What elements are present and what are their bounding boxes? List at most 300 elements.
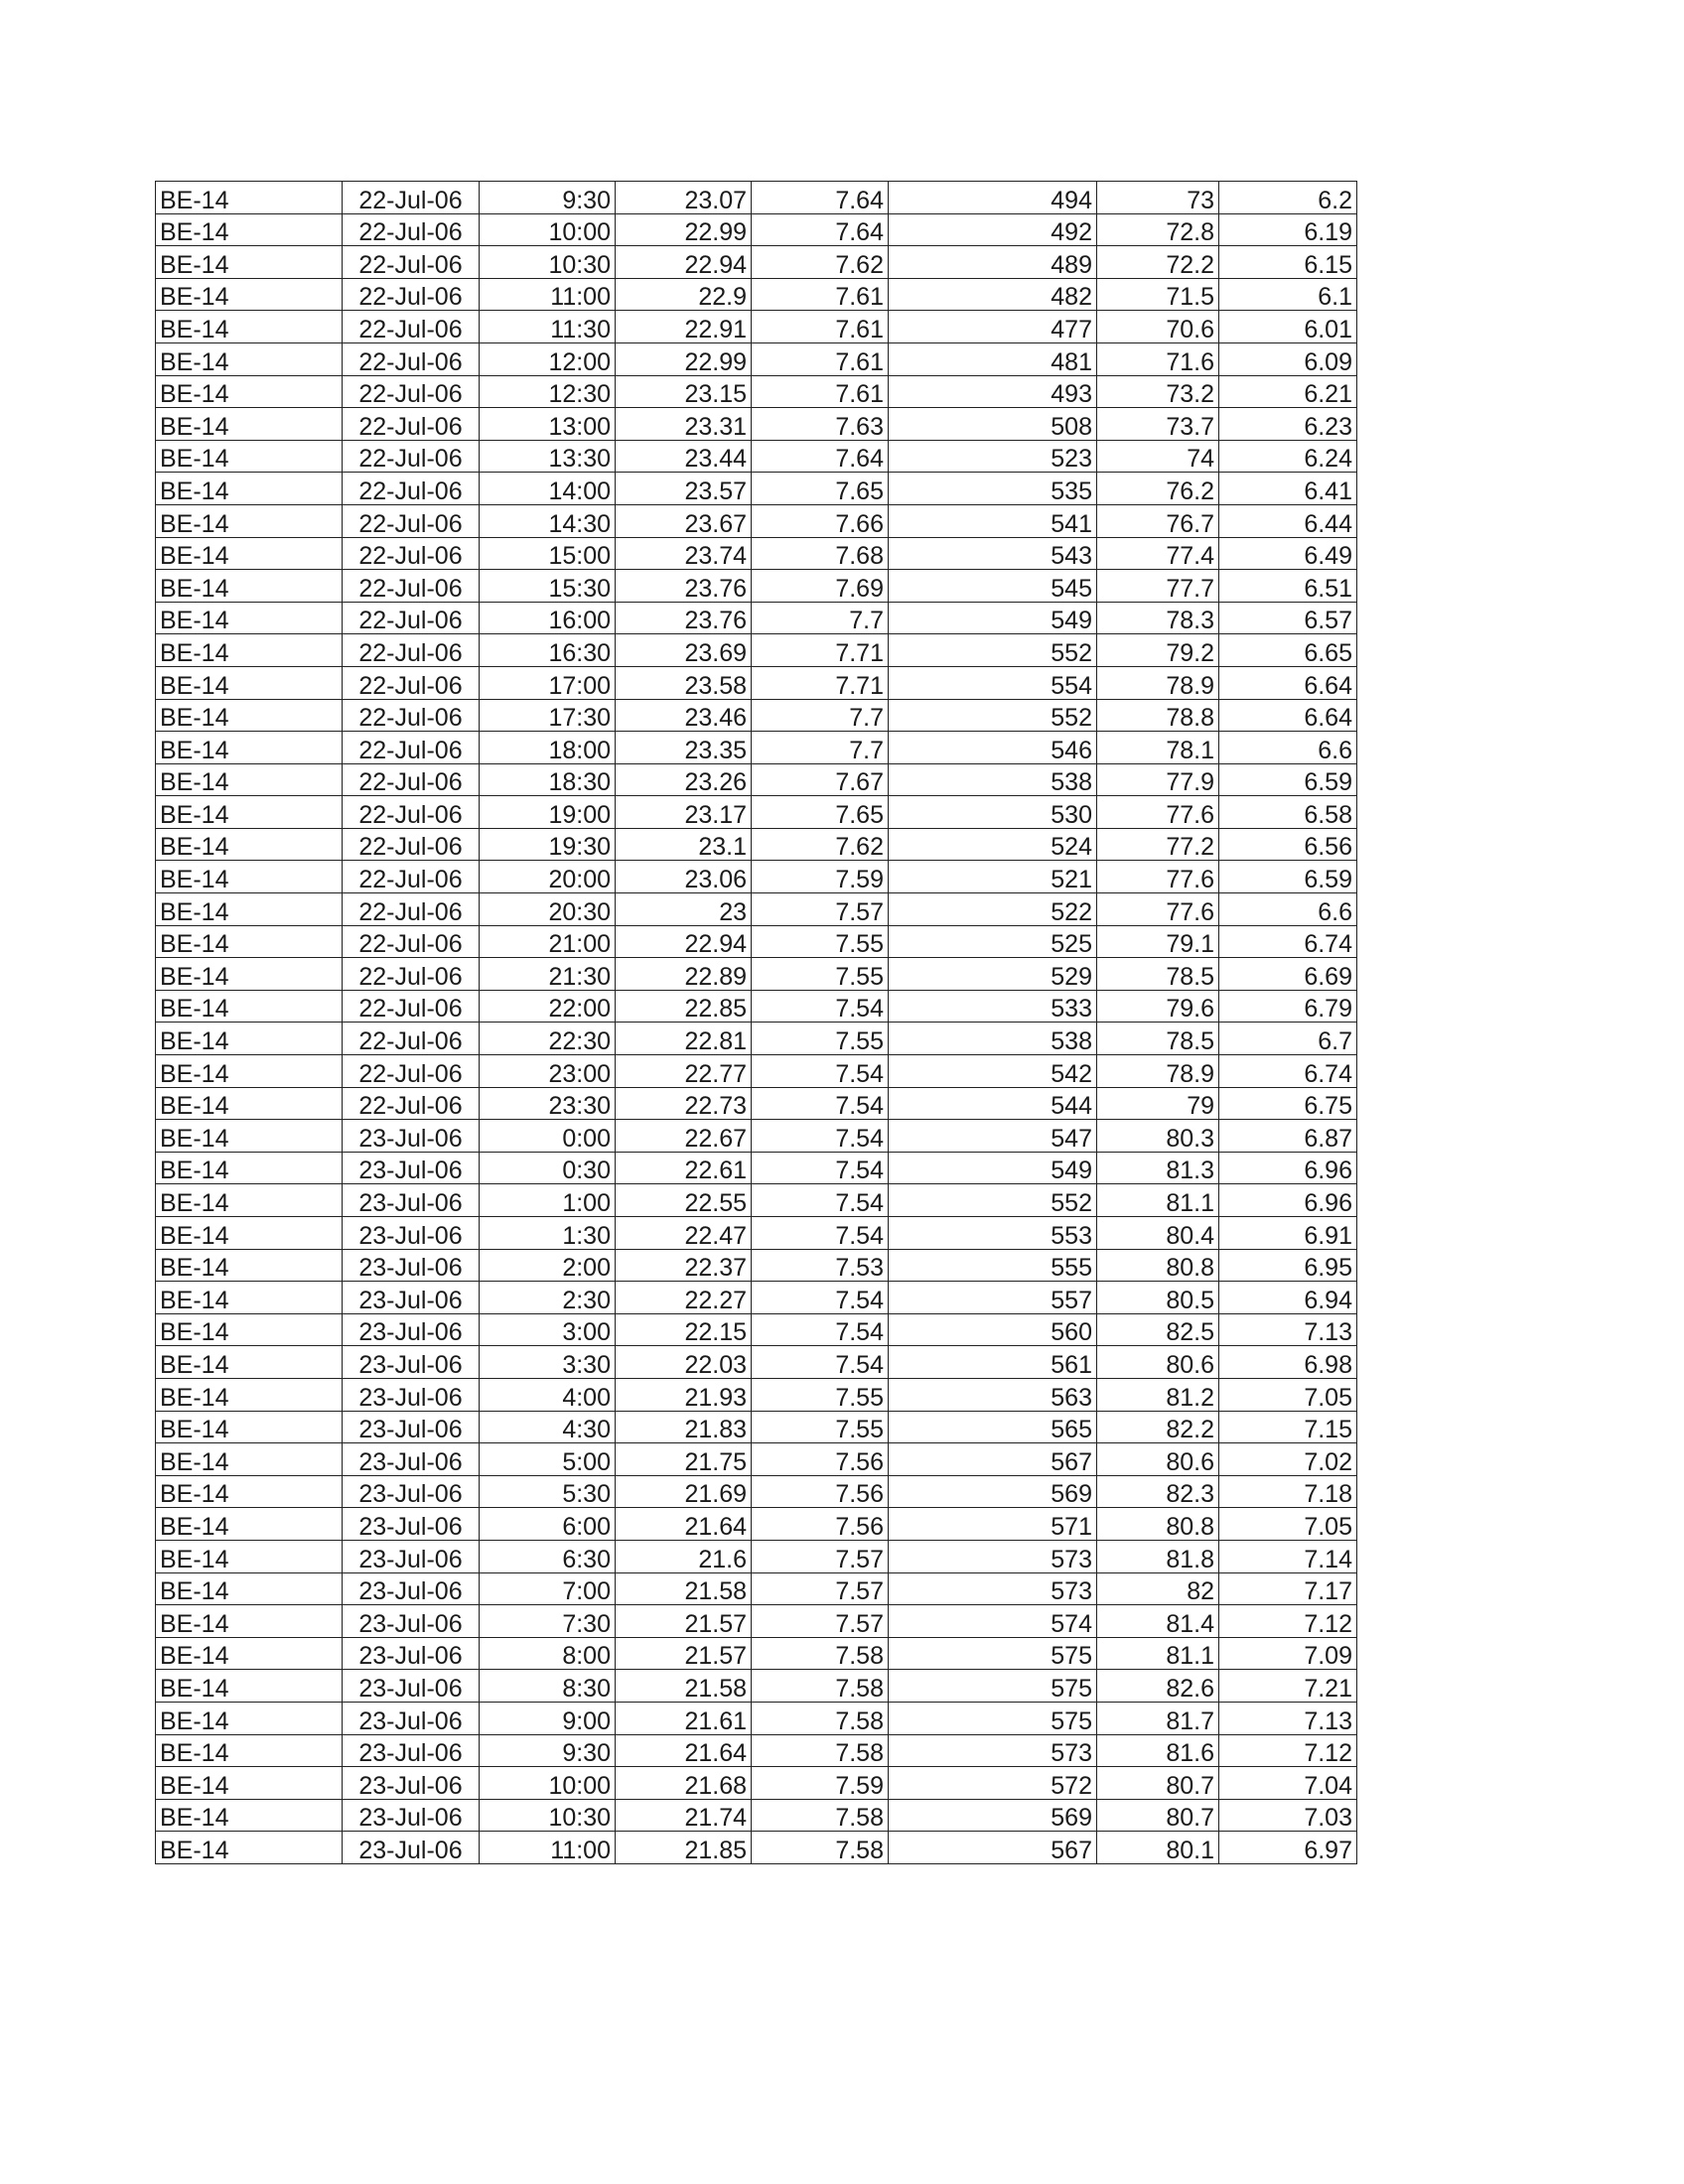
- date-cell: 22-Jul-06: [343, 666, 480, 699]
- time-cell: 0:30: [480, 1152, 616, 1184]
- date-cell: 22-Jul-06: [343, 699, 480, 732]
- time-cell: 10:30: [480, 1799, 616, 1832]
- value-5-cell: 6.15: [1219, 246, 1357, 279]
- value-4-cell: 77.6: [1097, 861, 1219, 893]
- data-table: [155, 181, 1357, 1864]
- value-3-cell: 535: [889, 473, 1097, 505]
- value-4-cell: 71.6: [1097, 342, 1219, 375]
- value-5-cell: 6.01: [1219, 311, 1357, 343]
- table-row: [156, 440, 1357, 473]
- date-cell: 22-Jul-06: [343, 311, 480, 343]
- time-cell: 23:30: [480, 1087, 616, 1120]
- time-cell: 5:00: [480, 1443, 616, 1476]
- value-5-cell: 7.21: [1219, 1670, 1357, 1703]
- time-cell: 8:30: [480, 1670, 616, 1703]
- value-3-cell: 522: [889, 893, 1097, 926]
- table-row: [156, 182, 1357, 214]
- date-cell: 23-Jul-06: [343, 1184, 480, 1217]
- value-3-cell: 547: [889, 1120, 1097, 1153]
- site-id-cell: BE-14: [156, 1313, 343, 1346]
- table-row: [156, 1184, 1357, 1217]
- value-2-cell: 7.54: [752, 1120, 889, 1153]
- value-2-cell: 7.53: [752, 1249, 889, 1282]
- table-row: [156, 213, 1357, 246]
- value-1-cell: 23.58: [616, 666, 752, 699]
- value-4-cell: 81.6: [1097, 1734, 1219, 1767]
- time-cell: 1:00: [480, 1184, 616, 1217]
- value-3-cell: 530: [889, 796, 1097, 829]
- value-1-cell: 21.85: [616, 1832, 752, 1864]
- table-row: [156, 1249, 1357, 1282]
- value-4-cell: 72.2: [1097, 246, 1219, 279]
- value-3-cell: 545: [889, 570, 1097, 603]
- value-4-cell: 81.2: [1097, 1378, 1219, 1411]
- site-id-cell: BE-14: [156, 634, 343, 667]
- date-cell: 22-Jul-06: [343, 1055, 480, 1088]
- value-3-cell: 549: [889, 602, 1097, 634]
- value-1-cell: 23.17: [616, 796, 752, 829]
- time-cell: 15:30: [480, 570, 616, 603]
- time-cell: 0:00: [480, 1120, 616, 1153]
- value-1-cell: 23.44: [616, 440, 752, 473]
- site-id-cell: BE-14: [156, 1540, 343, 1572]
- value-5-cell: 6.41: [1219, 473, 1357, 505]
- date-cell: 23-Jul-06: [343, 1702, 480, 1734]
- date-cell: 23-Jul-06: [343, 1120, 480, 1153]
- value-5-cell: 6.21: [1219, 375, 1357, 408]
- time-cell: 7:00: [480, 1572, 616, 1605]
- table-row: [156, 1217, 1357, 1250]
- value-4-cell: 78.5: [1097, 958, 1219, 991]
- value-5-cell: 6.51: [1219, 570, 1357, 603]
- value-3-cell: 553: [889, 1217, 1097, 1250]
- value-2-cell: 7.64: [752, 440, 889, 473]
- time-cell: 3:30: [480, 1346, 616, 1379]
- value-4-cell: 80.7: [1097, 1767, 1219, 1800]
- value-4-cell: 78.9: [1097, 666, 1219, 699]
- value-2-cell: 7.58: [752, 1670, 889, 1703]
- time-cell: 12:30: [480, 375, 616, 408]
- date-cell: 22-Jul-06: [343, 213, 480, 246]
- date-cell: 23-Jul-06: [343, 1378, 480, 1411]
- value-3-cell: 563: [889, 1378, 1097, 1411]
- value-5-cell: 7.14: [1219, 1540, 1357, 1572]
- value-4-cell: 79.1: [1097, 925, 1219, 958]
- value-3-cell: 552: [889, 1184, 1097, 1217]
- value-4-cell: 82: [1097, 1572, 1219, 1605]
- value-5-cell: 7.04: [1219, 1767, 1357, 1800]
- date-cell: 22-Jul-06: [343, 440, 480, 473]
- value-4-cell: 74: [1097, 440, 1219, 473]
- value-2-cell: 7.65: [752, 473, 889, 505]
- table-row: [156, 699, 1357, 732]
- date-cell: 23-Jul-06: [343, 1313, 480, 1346]
- value-4-cell: 76.7: [1097, 504, 1219, 537]
- value-5-cell: 6.59: [1219, 763, 1357, 796]
- value-4-cell: 78.5: [1097, 1023, 1219, 1055]
- value-1-cell: 22.55: [616, 1184, 752, 1217]
- value-5-cell: 7.13: [1219, 1313, 1357, 1346]
- date-cell: 22-Jul-06: [343, 1087, 480, 1120]
- value-4-cell: 78.9: [1097, 1055, 1219, 1088]
- time-cell: 11:30: [480, 311, 616, 343]
- value-5-cell: 7.03: [1219, 1799, 1357, 1832]
- value-1-cell: 21.58: [616, 1572, 752, 1605]
- table-row: [156, 861, 1357, 893]
- site-id-cell: BE-14: [156, 990, 343, 1023]
- value-2-cell: 7.54: [752, 1217, 889, 1250]
- value-3-cell: 573: [889, 1734, 1097, 1767]
- time-cell: 18:00: [480, 732, 616, 764]
- date-cell: 22-Jul-06: [343, 375, 480, 408]
- value-1-cell: 22.73: [616, 1087, 752, 1120]
- value-2-cell: 7.56: [752, 1508, 889, 1541]
- value-1-cell: 23.31: [616, 408, 752, 441]
- value-4-cell: 79.6: [1097, 990, 1219, 1023]
- value-2-cell: 7.58: [752, 1702, 889, 1734]
- time-cell: 17:00: [480, 666, 616, 699]
- date-cell: 22-Jul-06: [343, 504, 480, 537]
- value-3-cell: 489: [889, 246, 1097, 279]
- site-id-cell: BE-14: [156, 1217, 343, 1250]
- value-2-cell: 7.55: [752, 1411, 889, 1443]
- value-1-cell: 22.99: [616, 342, 752, 375]
- value-5-cell: 7.12: [1219, 1605, 1357, 1638]
- site-id-cell: BE-14: [156, 408, 343, 441]
- value-2-cell: 7.54: [752, 1055, 889, 1088]
- value-2-cell: 7.55: [752, 1023, 889, 1055]
- value-5-cell: 6.64: [1219, 699, 1357, 732]
- value-2-cell: 7.55: [752, 958, 889, 991]
- site-id-cell: BE-14: [156, 925, 343, 958]
- value-3-cell: 555: [889, 1249, 1097, 1282]
- value-4-cell: 73.2: [1097, 375, 1219, 408]
- value-2-cell: 7.57: [752, 893, 889, 926]
- value-5-cell: 6.95: [1219, 1249, 1357, 1282]
- site-id-cell: BE-14: [156, 537, 343, 570]
- value-5-cell: 6.49: [1219, 537, 1357, 570]
- value-2-cell: 7.61: [752, 311, 889, 343]
- date-cell: 23-Jul-06: [343, 1637, 480, 1670]
- table-row: [156, 1767, 1357, 1800]
- site-id-cell: BE-14: [156, 958, 343, 991]
- date-cell: 23-Jul-06: [343, 1152, 480, 1184]
- value-1-cell: 23.76: [616, 602, 752, 634]
- table-row: [156, 375, 1357, 408]
- time-cell: 10:30: [480, 246, 616, 279]
- date-cell: 22-Jul-06: [343, 537, 480, 570]
- value-3-cell: 575: [889, 1670, 1097, 1703]
- value-5-cell: 6.56: [1219, 828, 1357, 861]
- site-id-cell: BE-14: [156, 1443, 343, 1476]
- value-1-cell: 21.61: [616, 1702, 752, 1734]
- site-id-cell: BE-14: [156, 1637, 343, 1670]
- date-cell: 22-Jul-06: [343, 342, 480, 375]
- table-row: [156, 958, 1357, 991]
- time-cell: 11:00: [480, 278, 616, 311]
- value-5-cell: 6.96: [1219, 1184, 1357, 1217]
- value-3-cell: 567: [889, 1443, 1097, 1476]
- date-cell: 22-Jul-06: [343, 893, 480, 926]
- date-cell: 23-Jul-06: [343, 1605, 480, 1638]
- value-5-cell: 7.17: [1219, 1572, 1357, 1605]
- value-5-cell: 6.91: [1219, 1217, 1357, 1250]
- table-body: [156, 182, 1357, 1864]
- site-id-cell: BE-14: [156, 1799, 343, 1832]
- site-id-cell: BE-14: [156, 342, 343, 375]
- value-5-cell: 7.05: [1219, 1508, 1357, 1541]
- value-5-cell: 6.74: [1219, 1055, 1357, 1088]
- value-1-cell: 23.67: [616, 504, 752, 537]
- table-row: [156, 893, 1357, 926]
- value-5-cell: 6.44: [1219, 504, 1357, 537]
- time-cell: 19:30: [480, 828, 616, 861]
- site-id-cell: BE-14: [156, 699, 343, 732]
- time-cell: 23:00: [480, 1055, 616, 1088]
- value-4-cell: 80.8: [1097, 1249, 1219, 1282]
- table-row: [156, 1508, 1357, 1541]
- value-3-cell: 481: [889, 342, 1097, 375]
- value-5-cell: 6.64: [1219, 666, 1357, 699]
- value-5-cell: 6.79: [1219, 990, 1357, 1023]
- value-3-cell: 544: [889, 1087, 1097, 1120]
- time-cell: 13:30: [480, 440, 616, 473]
- site-id-cell: BE-14: [156, 1605, 343, 1638]
- value-4-cell: 80.5: [1097, 1282, 1219, 1314]
- value-3-cell: 575: [889, 1702, 1097, 1734]
- site-id-cell: BE-14: [156, 278, 343, 311]
- value-2-cell: 7.68: [752, 537, 889, 570]
- value-2-cell: 7.55: [752, 1378, 889, 1411]
- value-2-cell: 7.58: [752, 1734, 889, 1767]
- value-5-cell: 6.75: [1219, 1087, 1357, 1120]
- value-2-cell: 7.54: [752, 1282, 889, 1314]
- date-cell: 22-Jul-06: [343, 861, 480, 893]
- value-4-cell: 81.4: [1097, 1605, 1219, 1638]
- value-1-cell: 23.46: [616, 699, 752, 732]
- value-4-cell: 78.8: [1097, 699, 1219, 732]
- value-1-cell: 21.74: [616, 1799, 752, 1832]
- time-cell: 20:00: [480, 861, 616, 893]
- value-2-cell: 7.64: [752, 213, 889, 246]
- value-4-cell: 82.2: [1097, 1411, 1219, 1443]
- value-5-cell: 6.09: [1219, 342, 1357, 375]
- date-cell: 23-Jul-06: [343, 1411, 480, 1443]
- table-row: [156, 1346, 1357, 1379]
- table-row: [156, 634, 1357, 667]
- value-3-cell: 493: [889, 375, 1097, 408]
- table-row: [156, 666, 1357, 699]
- value-5-cell: 6.96: [1219, 1152, 1357, 1184]
- value-2-cell: 7.58: [752, 1832, 889, 1864]
- time-cell: 5:30: [480, 1475, 616, 1508]
- value-4-cell: 77.6: [1097, 796, 1219, 829]
- value-1-cell: 23.15: [616, 375, 752, 408]
- time-cell: 22:30: [480, 1023, 616, 1055]
- value-4-cell: 77.7: [1097, 570, 1219, 603]
- value-1-cell: 21.57: [616, 1637, 752, 1670]
- value-2-cell: 7.58: [752, 1799, 889, 1832]
- value-5-cell: 6.65: [1219, 634, 1357, 667]
- time-cell: 11:00: [480, 1832, 616, 1864]
- value-2-cell: 7.7: [752, 699, 889, 732]
- value-5-cell: 7.05: [1219, 1378, 1357, 1411]
- table-row: [156, 537, 1357, 570]
- value-4-cell: 77.9: [1097, 763, 1219, 796]
- value-1-cell: 22.85: [616, 990, 752, 1023]
- site-id-cell: BE-14: [156, 1378, 343, 1411]
- date-cell: 23-Jul-06: [343, 1346, 480, 1379]
- value-4-cell: 76.2: [1097, 473, 1219, 505]
- site-id-cell: BE-14: [156, 1184, 343, 1217]
- date-cell: 22-Jul-06: [343, 796, 480, 829]
- site-id-cell: BE-14: [156, 1152, 343, 1184]
- value-5-cell: 6.24: [1219, 440, 1357, 473]
- value-3-cell: 565: [889, 1411, 1097, 1443]
- date-cell: 22-Jul-06: [343, 602, 480, 634]
- time-cell: 6:30: [480, 1540, 616, 1572]
- site-id-cell: BE-14: [156, 1120, 343, 1153]
- value-4-cell: 80.7: [1097, 1799, 1219, 1832]
- date-cell: 22-Jul-06: [343, 763, 480, 796]
- value-2-cell: 7.56: [752, 1443, 889, 1476]
- value-1-cell: 22.9: [616, 278, 752, 311]
- date-cell: 23-Jul-06: [343, 1217, 480, 1250]
- table-row: [156, 1411, 1357, 1443]
- value-5-cell: 6.6: [1219, 893, 1357, 926]
- value-1-cell: 22.81: [616, 1023, 752, 1055]
- value-1-cell: 22.91: [616, 311, 752, 343]
- value-3-cell: 538: [889, 763, 1097, 796]
- value-3-cell: 538: [889, 1023, 1097, 1055]
- time-cell: 10:00: [480, 1767, 616, 1800]
- site-id-cell: BE-14: [156, 1670, 343, 1703]
- value-2-cell: 7.63: [752, 408, 889, 441]
- value-3-cell: 552: [889, 634, 1097, 667]
- value-1-cell: 21.58: [616, 1670, 752, 1703]
- value-3-cell: 492: [889, 213, 1097, 246]
- time-cell: 14:00: [480, 473, 616, 505]
- value-1-cell: 21.68: [616, 1767, 752, 1800]
- value-2-cell: 7.54: [752, 1184, 889, 1217]
- value-5-cell: 7.18: [1219, 1475, 1357, 1508]
- date-cell: 23-Jul-06: [343, 1767, 480, 1800]
- table-row: [156, 311, 1357, 343]
- table-row: [156, 990, 1357, 1023]
- time-cell: 14:30: [480, 504, 616, 537]
- date-cell: 22-Jul-06: [343, 408, 480, 441]
- value-4-cell: 70.6: [1097, 311, 1219, 343]
- value-4-cell: 80.3: [1097, 1120, 1219, 1153]
- table-row: [156, 473, 1357, 505]
- site-id-cell: BE-14: [156, 1508, 343, 1541]
- table-row: [156, 1572, 1357, 1605]
- table-row: [156, 1670, 1357, 1703]
- value-4-cell: 79.2: [1097, 634, 1219, 667]
- value-4-cell: 81.1: [1097, 1184, 1219, 1217]
- date-cell: 22-Jul-06: [343, 634, 480, 667]
- value-5-cell: 6.98: [1219, 1346, 1357, 1379]
- value-5-cell: 6.1: [1219, 278, 1357, 311]
- table-row: [156, 246, 1357, 279]
- site-id-cell: BE-14: [156, 1734, 343, 1767]
- value-4-cell: 77.6: [1097, 893, 1219, 926]
- value-1-cell: 23.57: [616, 473, 752, 505]
- time-cell: 9:30: [480, 1734, 616, 1767]
- time-cell: 10:00: [480, 213, 616, 246]
- value-1-cell: 23: [616, 893, 752, 926]
- value-4-cell: 80.1: [1097, 1832, 1219, 1864]
- value-2-cell: 7.59: [752, 861, 889, 893]
- value-4-cell: 78.3: [1097, 602, 1219, 634]
- table-row: [156, 1282, 1357, 1314]
- value-3-cell: 567: [889, 1832, 1097, 1864]
- date-cell: 23-Jul-06: [343, 1832, 480, 1864]
- value-5-cell: 7.12: [1219, 1734, 1357, 1767]
- value-5-cell: 7.13: [1219, 1702, 1357, 1734]
- date-cell: 22-Jul-06: [343, 925, 480, 958]
- value-1-cell: 22.94: [616, 925, 752, 958]
- table-row: [156, 570, 1357, 603]
- value-3-cell: 573: [889, 1540, 1097, 1572]
- value-4-cell: 78.1: [1097, 732, 1219, 764]
- table-row: [156, 504, 1357, 537]
- value-2-cell: 7.61: [752, 278, 889, 311]
- site-id-cell: BE-14: [156, 1411, 343, 1443]
- table-row: [156, 925, 1357, 958]
- time-cell: 13:00: [480, 408, 616, 441]
- site-id-cell: BE-14: [156, 473, 343, 505]
- value-5-cell: 7.09: [1219, 1637, 1357, 1670]
- value-3-cell: 574: [889, 1605, 1097, 1638]
- value-1-cell: 21.75: [616, 1443, 752, 1476]
- date-cell: 23-Jul-06: [343, 1540, 480, 1572]
- site-id-cell: BE-14: [156, 246, 343, 279]
- site-id-cell: BE-14: [156, 375, 343, 408]
- table-row: [156, 602, 1357, 634]
- value-3-cell: 533: [889, 990, 1097, 1023]
- time-cell: 21:00: [480, 925, 616, 958]
- value-3-cell: 477: [889, 311, 1097, 343]
- time-cell: 18:30: [480, 763, 616, 796]
- value-3-cell: 494: [889, 182, 1097, 214]
- value-1-cell: 21.83: [616, 1411, 752, 1443]
- value-5-cell: 6.87: [1219, 1120, 1357, 1153]
- value-3-cell: 529: [889, 958, 1097, 991]
- table-row: [156, 828, 1357, 861]
- value-1-cell: 22.15: [616, 1313, 752, 1346]
- value-1-cell: 22.47: [616, 1217, 752, 1250]
- value-3-cell: 554: [889, 666, 1097, 699]
- time-cell: 20:30: [480, 893, 616, 926]
- site-id-cell: BE-14: [156, 602, 343, 634]
- date-cell: 23-Jul-06: [343, 1670, 480, 1703]
- site-id-cell: BE-14: [156, 311, 343, 343]
- value-1-cell: 23.1: [616, 828, 752, 861]
- value-2-cell: 7.59: [752, 1767, 889, 1800]
- value-3-cell: 525: [889, 925, 1097, 958]
- site-id-cell: BE-14: [156, 666, 343, 699]
- value-2-cell: 7.62: [752, 246, 889, 279]
- site-id-cell: BE-14: [156, 1475, 343, 1508]
- value-2-cell: 7.55: [752, 925, 889, 958]
- value-5-cell: 6.69: [1219, 958, 1357, 991]
- value-1-cell: 22.89: [616, 958, 752, 991]
- site-id-cell: BE-14: [156, 828, 343, 861]
- table-row: [156, 342, 1357, 375]
- value-3-cell: 561: [889, 1346, 1097, 1379]
- site-id-cell: BE-14: [156, 1832, 343, 1864]
